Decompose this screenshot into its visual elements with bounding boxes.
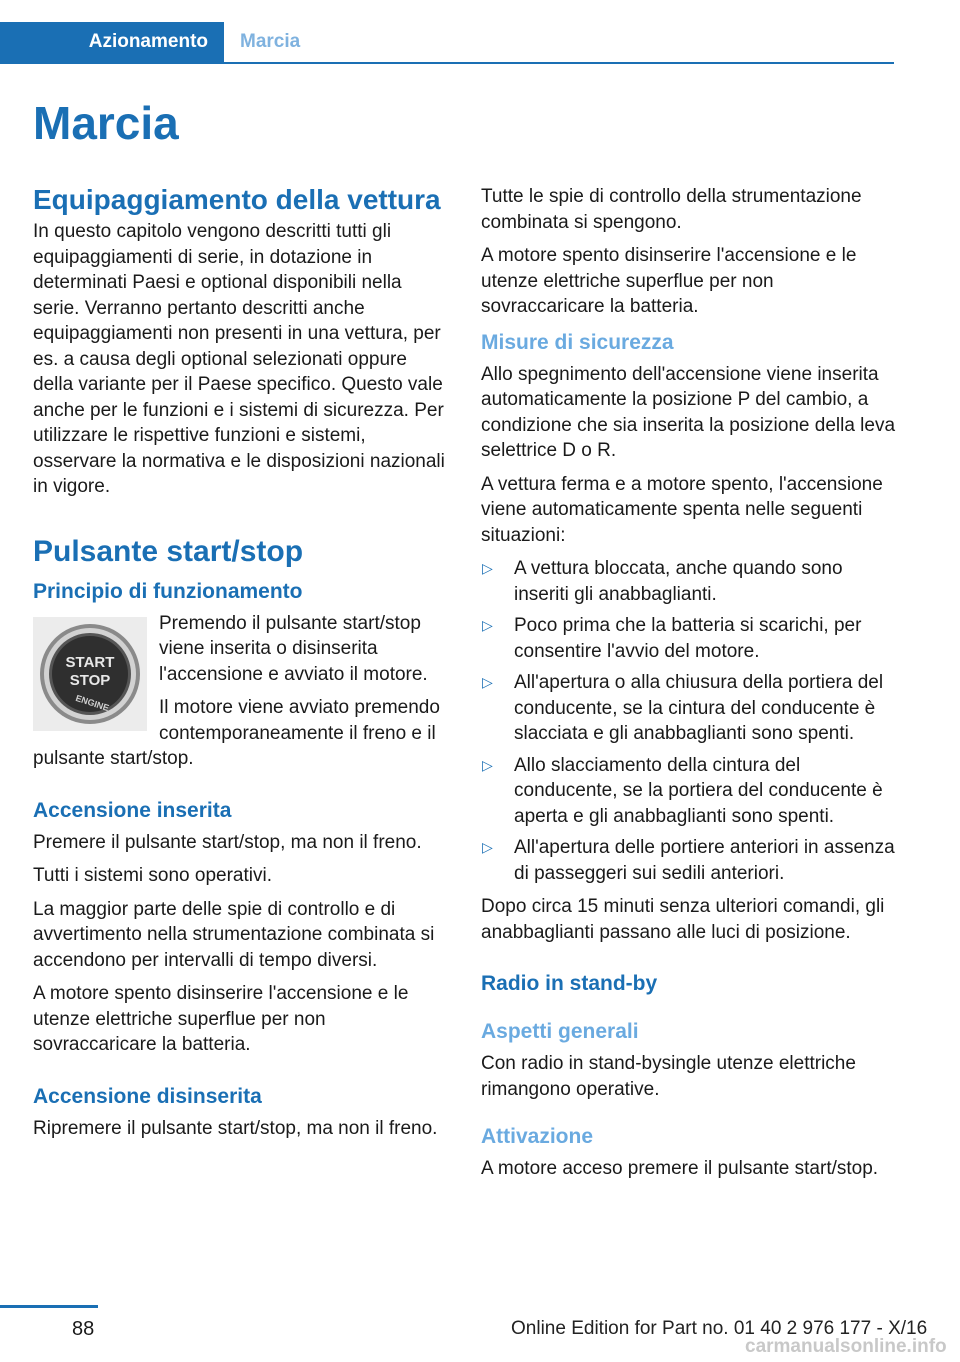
subsection-title-radio: Radio in stand-by	[481, 972, 658, 995]
bullet-list	[481, 556, 896, 886]
subsection-title-attivazione: Attivazione	[481, 1125, 594, 1148]
attivazione-text: A motore acceso premere il pulsante start/stop.	[481, 1158, 879, 1179]
start-stop-button-image	[33, 617, 147, 731]
section-title-equipaggiamento: Equipaggiamento della vettura	[33, 184, 441, 215]
aspetti-text: Con radio in stand-bysingle utenze elettriche rimangono operative.	[481, 1053, 856, 1100]
inserita-text-2: Tutti i sistemi sono operativi.	[33, 865, 272, 886]
right-text-2: A motore spento disinserire l'accensione e le utenze elettriche superflue per non sovraccaricare la batteria.	[481, 245, 857, 317]
watermark: carmanualsonline.info	[745, 1336, 947, 1357]
page-title: Marcia	[33, 97, 179, 149]
triangle-bullet-icon: ▷	[482, 756, 493, 773]
tab-marcia[interactable]: Marcia	[240, 31, 301, 52]
subsection-title-sicurezza: Misure di sicurezza	[481, 330, 674, 354]
principio-text-2: Il motore viene avviato premendo contemporaneamente il freno e il pulsante start/stop.	[33, 697, 440, 769]
header-tabbar	[0, 22, 894, 64]
subsection-title-principio: Principio di funzionamento	[33, 579, 303, 603]
list-item: ▷ All'apertura delle portiere anteriori in assenza di passeggeri sui sedili anteriori.	[482, 837, 895, 884]
list-item: ▷ A vettura bloccata, anche quando sono inseriti gli anabbaglianti.	[482, 558, 843, 605]
subsection-title-aspetti: Aspetti generali	[481, 1020, 639, 1043]
list-item: ▷ Allo slacciamento della cintura del conducente, se la portiera del conducente è aperta e gli anabbaglianti sono spenti.	[482, 754, 883, 827]
edition-text: Online Edition for Part no. 01 40 2 976 177 - X/16	[511, 1318, 928, 1339]
subsection-title-accensione-inserita: Accensione inserita	[33, 798, 232, 822]
triangle-bullet-icon: ▷	[482, 674, 493, 690]
button-label-stop: STOP	[69, 671, 111, 689]
right-column	[481, 184, 896, 1190]
start-stop-button-icon	[36, 620, 144, 728]
sicurezza-text-1: Allo spegnimento dell'accensione viene inserita automaticamente la posizione P del cambio, a condizione che sia inserita la posizione della leva selettrice D o R.	[481, 363, 896, 461]
subsection-title-accensione-disinserita: Accensione disinserita	[33, 1084, 262, 1108]
sicurezza-text-2: A vettura ferma e a motore spento, l'accensione viene automaticamente spenta nelle seguenti situazioni:	[481, 473, 883, 546]
triangle-bullet-icon: ▷	[482, 839, 493, 855]
left-column	[33, 184, 448, 1149]
triangle-bullet-icon: ▷	[482, 617, 493, 633]
right-text-1: Tutte le spie di controllo della strumentazione combinata si spengono.	[481, 186, 862, 233]
button-label-start: START	[65, 653, 115, 671]
inserita-text-3: La maggior parte delle spie di controllo e di avvertimento nella strumentazione combinata si accendono per intervalli di tempo diversi.	[33, 898, 435, 971]
section-text-equipaggiamento: In questo capitolo vengono descritti tutti gli equipaggiamenti di serie, in dotazione in determinati Paesi e optional disponibili nella serie. Verranno pertanto descritti anche equipaggiamenti non presenti in una vettura, per es. a causa degli optional selezionati oppure della variante per il Paese specifico. Questo vale anche per le funzioni e i sistemi di sicurezza. Per utilizzare le rispettive funzioni e sistemi, osservare la normativa e le disposizioni nazionali in vigore.	[33, 221, 445, 497]
footer-rule	[0, 1305, 98, 1308]
section-title-pulsante: Pulsante start/stop	[33, 534, 304, 568]
list-item: ▷ Poco prima che la batteria si scarichi, per consentire l'avvio del motore.	[482, 615, 862, 662]
triangle-bullet-icon: ▷	[482, 560, 493, 576]
page-number: 88	[72, 1318, 95, 1340]
tab-azionamento[interactable]: Azionamento	[0, 22, 224, 62]
disinserita-text-1: Ripremere il pulsante start/stop, ma non il freno.	[33, 1117, 438, 1139]
principio-text-1: Premendo il pulsante start/stop viene inserita o disinserita l'accensione e avviato il motore.	[159, 612, 428, 685]
inserita-text-1: Premere il pulsante start/stop, ma non il freno.	[33, 831, 422, 853]
right-text-3: Dopo circa 15 minuti senza ulteriori comandi, gli anabbaglianti passano alle luci di posizione.	[481, 896, 885, 943]
button-label-engine: ENGINE	[74, 692, 111, 713]
list-item: ▷ All'apertura o alla chiusura della portiera del conducente, se la cintura del conducente è slacciata e gli anabbaglianti sono spenti.	[482, 672, 884, 744]
inserita-text-4: A motore spento disinserire l'accensione e le utenze elettriche superflue per non sovraccaricare la batteria.	[33, 983, 409, 1055]
